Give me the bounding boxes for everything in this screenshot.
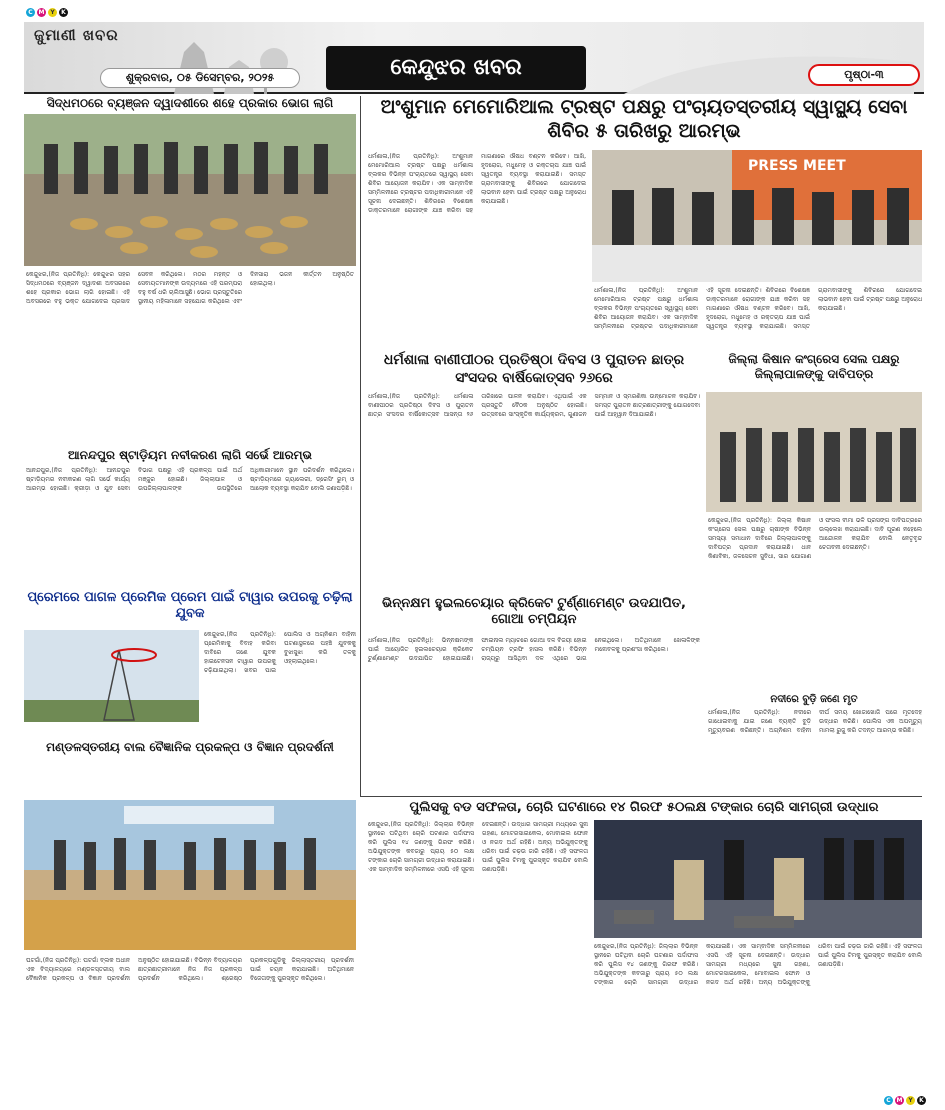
theft-headline: ପୁଲିସକୁ ବଡ ସଫଳତା, ଚୋରି ଘଟଣାରେ ୧୪ ଗିରଫ ୫୦ଲକ୍ଷ ଟଙ୍କାର ଚୋରି ସାମଗ୍ରୀ ଉଦ୍ଧାର [409, 800, 879, 815]
death-headline: ନଦୀରେ ବୁଡ଼ି ଜଣେ ମୃତ [770, 694, 858, 705]
tower-photo [24, 630, 199, 722]
cyan-mark: C [26, 8, 35, 17]
press-meet-banner-text: PRESS MEET [748, 158, 846, 174]
theft-body-continued: କେନ୍ଦୁଝର,(ନିଜ ପ୍ରତିନିଧି): ଜିଲ୍ଲାର ବିଭିନ୍ନ ସ୍ଥାନରେ ଘଟିଥିବା ଚୋରି ଘଟଣାର ପର୍ଦ୍ଦାଫାସ କରି ପୁଲିସ ୧୪ ଜଣଙ୍କୁ ଗିରଫ କରିଛି। ଅଭିଯୁକ୍ତଙ୍କ କବଜାରୁ ପ୍ରାୟ ୫୦ ଲକ୍ଷ ଟଙ୍କାର ଚୋରି ସାମଗ୍ରୀ ଉଦ୍ଧାର କରାଯାଇଛି। ଏକ ସାମ୍ବାଦିକ ସମ୍ମିଳନୀରେ ଏସପି ଏହି ସୂଚନା ଦେଇଛନ୍ତି। ଉଦ୍ଧାର ସାମଗ୍ରୀ ମଧ୍ୟରେ ସୁନା ଗହଣା, ମୋଟରସାଇକେଲ, ମୋବାଇଲ ଫୋନ ଓ ନଗଦ ଅର୍ଥ ରହିଛି। ଅନ୍ୟ ଅଭିଯୁକ୍ତଙ୍କୁ ଧରିବା ପାଇଁ ଚଢ଼ଉ ଜାରି ରହିଛି। ଏହି ସଫଳତା ପାଇଁ ପୁଲିସ ଟିମକୁ ପୁରସ୍କୃତ କରାଯିବ ବୋଲି ଜଣାପଡ଼ିଛି। [594, 943, 922, 986]
cyan-mark: C [884, 1096, 893, 1105]
cricket-body: ଧର୍ମଶାଳା,(ନିଜ ପ୍ରତିନିଧି): ଭିନ୍ନକ୍ଷମଙ୍କ ପାଇଁ ଆୟୋଜିତ ହୁଇଲଚେୟାର କ୍ରିକେଟ ଟୁର୍ଣ୍ଣାମେଣ୍ଟ ଉଦଯାପିତ ହୋଇଯାଇଛି। ଫାଇନାଲ ମ୍ୟାଚରେ ଗୋଆ ଦଳ ବିଜୟୀ ହୋଇ ଚମ୍ପିୟନ ଟ୍ରଫି ହାସଲ କରିଛି। ବିଭିନ୍ନ ରାଜ୍ୟରୁ ଆସିଥିବା ଦଳ ଏଥିରେ ଭାଗ ନେଇଥିଲେ। ଅତିଥିମାନେ ଖେଳାଳିଙ୍କ ମନୋବଳକୁ ପ୍ରଶଂସା କରିଥିଲେ। [368, 637, 700, 662]
yellow-mark: Y [48, 8, 57, 17]
science-photo [24, 800, 356, 950]
page-number: ପୃଷ୍ଠା-୩ [808, 64, 920, 86]
yellow-mark: Y [906, 1096, 915, 1105]
death-body: ଧର୍ମଶାଳା,(ନିଜ ପ୍ରତିନିଧି): ନଦୀରେ ଗାଧୋଇବାକୁ ଯାଇ ଜଣେ ବ୍ୟକ୍ତି ବୁଡ଼ି ମୃତ୍ୟୁବରଣ କରିଛନ୍ତି। ଅଗ୍ନିଶମ ବାହିନୀ ଦୀର୍ଘ ସମୟ ଖୋଜାଖୋଜି ପରେ ମୃତଦେହ ଉଦ୍ଧାର କରିଛି। ପୋଲିସ ଏକ ଅପମୃତ୍ୟୁ ମାମଲା ରୁଜୁ କରି ତଦନ୍ତ ଆରମ୍ଭ କରିଛି। [708, 709, 922, 734]
page-title: କେନ୍ଦୁଝର ଖବର [326, 46, 586, 90]
registration-marks-top [26, 8, 68, 17]
section-divider [360, 796, 922, 797]
registration-marks-bottom [884, 1096, 926, 1105]
kisan-photo [706, 392, 922, 512]
issue-date: ଶୁକ୍ରବାର, ୦୫ ଡିସେମ୍ବର, ୨୦୨୫ [100, 68, 300, 88]
camp-body: ଧର୍ମଶାଳା,(ନିଜ ପ୍ରତିନିଧି): ଅଂଶୁମାନ ମେମୋରିଆଲ ଟ୍ରଷ୍ଟ ପକ୍ଷରୁ ଧର୍ମଶାଳା ବ୍ଲକର ବିଭିନ୍ନ ପଂଚାୟତରେ ସ୍ୱାସ୍ଥ୍ୟ ସେବା ଶିବିର ଆୟୋଜନ କରାଯିବ। ଏକ ସାମ୍ବାଦିକ ସମ୍ମିଳନୀରେ ଟ୍ରଷ୍ଟର ପଦାଧିକାରୀମାନେ ଏହି ସୂଚନା ଦେଇଛନ୍ତି। ଶିବିରରେ ବିଶେଷଜ୍ଞ ଡାକ୍ତରମାନେ ରୋଗୀଙ୍କ ଯାଞ୍ଚ କରିବା ସହ ମାଗଣାରେ ଔଷଧ ବଣ୍ଟନ କରିବେ। ଆଖି, ହୃଦରୋଗ, ମଧୁମେହ ଓ ରକ୍ତଚାପ ଯାଞ୍ଚ ପାଇଁ ସ୍ୱତନ୍ତ୍ର ବ୍ୟବସ୍ଥା କରାଯାଇଛି। ସମସ୍ତ ଗ୍ରାମବାସୀଙ୍କୁ ଶିବିରରେ ଯୋଗଦେଇ ଲାଭବାନ ହେବା ପାଇଁ ଟ୍ରଷ୍ଟ ପକ୍ଷରୁ ଅନୁରୋଧ କରାଯାଇଛି। [368, 153, 586, 214]
black-mark: K [917, 1096, 926, 1105]
science-body: ଘଟଗାଁ,(ନିଜ ପ୍ରତିନିଧି): ଘଟଗାଁ ବ୍ଲକ ଅଧୀନ ଏକ ବିଦ୍ୟାଳୟରେ ମଣ୍ଡଳସ୍ତରୀୟ ବାଲ ବୈଜ୍ଞାନିକ ପ୍ରକଳ୍ପ ଓ ବିଜ୍ଞାନ ପ୍ରଦର୍ଶନୀ ଅନୁଷ୍ଠିତ ହୋଇଯାଇଛି। ବିଭିନ୍ନ ବିଦ୍ୟାଳୟର ଛାତ୍ରଛାତ୍ରୀମାନେ ନିଜ ନିଜ ପ୍ରକଳ୍ପ ପ୍ରଦର୍ଶନ କରିଥିଲେ। ଶ୍ରେଷ୍ଠ ପ୍ରକଳ୍ପଗୁଡ଼ିକୁ ଜିଲ୍ଲାସ୍ତରୀୟ ପ୍ରଦର୍ଶନୀ ପାଇଁ ଚୟନ କରାଯାଇଛି। ଅତିଥିମାନେ ବିଜେତାଙ୍କୁ ପୁରସ୍କୃତ କରିଥିଲେ। [26, 957, 354, 982]
school-body: ଧର୍ମଶାଳା,(ନିଜ ପ୍ରତିନିଧି): ଧର୍ମଶାଳା ବାଣୀପୀଠର ପ୍ରତିଷ୍ଠା ଦିବସ ଓ ପୁରାତନ ଛାତ୍ର ସଂସଦର ବାର୍ଷିକୋତ୍ସବ ଆସନ୍ତା ୨୬ ତାରିଖରେ ପାଳନ କରାଯିବ। ଏଥିପାଇଁ ଏକ ପ୍ରସ୍ତୁତି ବୈଠକ ଅନୁଷ୍ଠିତ ହୋଇଛି। ଉତ୍ସବରେ ସାଂସ୍କୃତିକ କାର୍ଯ୍ୟକ୍ରମ, ଗୁଣୀଜନ ସମ୍ମାନ ଓ ସ୍ମରଣିକା ଉନ୍ମୋଚନ କରାଯିବ। ସମସ୍ତ ପୁରାତନ ଛାତ୍ରଛାତ୍ରୀଙ୍କୁ ଯୋଗଦେବା ପାଇଁ ଆହ୍ୱାନ ଦିଆଯାଇଛି। [368, 393, 700, 418]
magenta-mark: M [38, 9, 45, 16]
newspaper-brand: ଜୁମାଣୀ ଖବର [34, 26, 119, 44]
cricket-headline: ଭିନ୍ନକ୍ଷମ ହୁଇଲଚେୟାର କ୍ରିକେଟ ଟୁର୍ଣ୍ଣାମେଣ୍ଟ ଉଦଯାପିତ, ଗୋଆ ଚମ୍ପିୟନ [382, 596, 686, 628]
theft-body: କେନ୍ଦୁଝର,(ନିଜ ପ୍ରତିନିଧି): ଜିଲ୍ଲାର ବିଭିନ୍ନ ସ୍ଥାନରେ ଘଟିଥିବା ଚୋରି ଘଟଣାର ପର୍ଦ୍ଦାଫାସ କରି ପୁଲିସ ୧୪ ଜଣଙ୍କୁ ଗିରଫ କରିଛି। ଅଭିଯୁକ୍ତଙ୍କ କବଜାରୁ ପ୍ରାୟ ୫୦ ଲକ୍ଷ ଟଙ୍କାର ଚୋରି ସାମଗ୍ରୀ ଉଦ୍ଧାର କରାଯାଇଛି। ଏକ ସାମ୍ବାଦିକ ସମ୍ମିଳନୀରେ ଏସପି ଏହି ସୂଚନା ଦେଇଛନ୍ତି। ଉଦ୍ଧାର ସାମଗ୍ରୀ ମଧ୍ୟରେ ସୁନା ଗହଣା, ମୋଟରସାଇକେଲ, ମୋବାଇଲ ଫୋନ ଓ ନଗଦ ଅର୍ଥ ରହିଛି। ଅନ୍ୟ ଅଭିଯୁକ୍ତଙ୍କୁ ଧରିବା ପାଇଁ ଚଢ଼ଉ ଜାରି ରହିଛି। ଏହି ସଫଳତା ପାଇଁ ପୁଲିସ ଟିମକୁ ପୁରସ୍କୃତ କରାଯିବ ବୋଲି ଜଣାପଡ଼ିଛି। [368, 821, 588, 873]
anandapur-headline: ଆନନ୍ଦପୁର ଷ୍ଟାଡ଼ିୟମ ନବୀକରଣ ଲାଗି ସର୍ଭେ ଆରମ୍ଭ [68, 448, 312, 462]
science-headline: ମଣ୍ଡଳସ୍ତରୀୟ ବାଲ ବୈଜ୍ଞାନିକ ପ୍ରକଳ୍ପ ଓ ବିଜ୍ଞାନ ପ୍ରଦର୍ଶନୀ [46, 740, 334, 754]
bhog-photo [24, 114, 356, 266]
tower-body: କେନ୍ଦୁଝର,(ନିଜ ପ୍ରତିନିଧି): ପ୍ରେମିକାକୁ ବିବାହ କରିବା ଦାବିରେ ଜଣେ ଯୁବକ ହାଇଟେନସନ ଟାୱାର ଉପରକୁ ଚଢ଼ିଯାଇଥିଲା। ଖବର ପାଇ ପୋଲିସ ଓ ଅଗ୍ନିଶମ ବାହିନୀ ଘଟଣାସ୍ଥଳରେ ପହଞ୍ଚି ଯୁବକକୁ ବୁଝାସୁଝା କରି ତଳକୁ ଓହ୍ଲାଇଥିଲେ। [204, 631, 356, 674]
tower-headline: ପ୍ରେମରେ ପାଗଳ ପ୍ରେମିକ ପ୍ରେମ ପାଇଁ ଟାୱାର ଉପରକୁ ଚଢ଼ିଲା ଯୁବକ [27, 590, 353, 622]
bhog-body: କେନ୍ଦୁଝର,(ନିଜ ପ୍ରତିନିଧି): କେନ୍ଦୁଝର ସହର ସିଦ୍ଧମଠରେ ବ୍ୟଞ୍ଜନ ଦ୍ୱାଦଶୀ ଅବସରରେ ଶହେ ପ୍ରକାର ଭୋଗ ଲାଗି ହୋଇଛି। ଏହି ଅବସରରେ ବହୁ ଭକ୍ତ ଯୋଗଦେଇ ପ୍ରସାଦ ସେବନ କରିଥିଲେ। ମଠର ମହନ୍ତ ଓ ସେବାୟତମାନଙ୍କ ଉଦ୍ୟମରେ ଏହି ପରମ୍ପରା ବହୁ ବର୍ଷ ଧରି ଚାଲିଆସୁଛି। ଭୋଗ ପ୍ରସ୍ତୁତିରେ ସ୍ଥାନୀୟ ମହିଳାମାନେ ସହଯୋଗ କରିଥିଲେ ଏବଂ ଦିନସାରା ଭଜନ କୀର୍ତ୍ତନ ଅନୁଷ୍ଠିତ ହୋଇଥିଲା। [26, 271, 354, 305]
theft-photo [594, 820, 922, 938]
black-mark: K [59, 8, 68, 17]
column-divider [360, 96, 361, 796]
bhog-headline: ସିଦ୍ଧମଠରେ ବ୍ୟଞ୍ଜନ ଦ୍ୱାଦଶୀରେ ଶହେ ପ୍ରକାର ଭୋଗ ଲାଗି [46, 96, 334, 110]
magenta-mark: M [896, 1097, 903, 1104]
kisan-headline: ଜିଲ୍ଲା କିଷାନ କଂଗ୍ରେସ ସେଲ ପକ୍ଷରୁ ଜିଲ୍ଲାପାଳଙ୍କୁ ଦାବିପତ୍ର [728, 352, 900, 381]
kisan-body: କେନ୍ଦୁଝର,(ନିଜ ପ୍ରତିନିଧି): ଜିଲ୍ଲା କିଷାନ କଂଗ୍ରେସ ସେଲ ପକ୍ଷରୁ ଚାଷୀଙ୍କ ବିଭିନ୍ନ ସମସ୍ୟା ସମାଧାନ ଦାବିରେ ଜିଲ୍ଲାପାଳଙ୍କୁ ଦାବିପତ୍ର ପ୍ରଦାନ କରାଯାଇଛି। ଧାନ କିଣାବିକା, ଜଳସେଚନ ସୁବିଧା, ସାର ଯୋଗାଣ ଓ ଫସଲ ବୀମା ଭଳି ପ୍ରସଙ୍ଗ ଦାବିପତ୍ରରେ ଉଲ୍ଲେଖ କରାଯାଇଛି। ଦାବି ପୂରଣ ନହେଲେ ଆନ୍ଦୋଳନ କରାଯିବ ବୋଲି ନେତୃବୃନ୍ଦ ଚେତାବନୀ ଦେଇଛନ୍ତି। [708, 517, 922, 560]
camp-body-continued: ଧର୍ମଶାଳା,(ନିଜ ପ୍ରତିନିଧି): ଅଂଶୁମାନ ମେମୋରିଆଲ ଟ୍ରଷ୍ଟ ପକ୍ଷରୁ ଧର୍ମଶାଳା ବ୍ଲକର ବିଭିନ୍ନ ପଂଚାୟତରେ ସ୍ୱାସ୍ଥ୍ୟ ସେବା ଶିବିର ଆୟୋଜନ କରାଯିବ। ଏକ ସାମ୍ବାଦିକ ସମ୍ମିଳନୀରେ ଟ୍ରଷ୍ଟର ପଦାଧିକାରୀମାନେ ଏହି ସୂଚନା ଦେଇଛନ୍ତି। ଶିବିରରେ ବିଶେଷଜ୍ଞ ଡାକ୍ତରମାନେ ରୋଗୀଙ୍କ ଯାଞ୍ଚ କରିବା ସହ ମାଗଣାରେ ଔଷଧ ବଣ୍ଟନ କରିବେ। ଆଖି, ହୃଦରୋଗ, ମଧୁମେହ ଓ ରକ୍ତଚାପ ଯାଞ୍ଚ ପାଇଁ ସ୍ୱତନ୍ତ୍ର ବ୍ୟବସ୍ଥା କରାଯାଇଛି। ସମସ୍ତ ଗ୍ରାମବାସୀଙ୍କୁ ଶିବିରରେ ଯୋଗଦେଇ ଲାଭବାନ ହେବା ପାଇଁ ଟ୍ରଷ୍ଟ ପକ୍ଷରୁ ଅନୁରୋଧ କରାଯାଇଛି। [594, 287, 922, 330]
camp-headline: ଅଂଶୁମାନ ମେମୋରିଆଲ ଟ୍ରଷ୍ଟ ପକ୍ଷରୁ ପଂଚାୟତସ୍ତରୀୟ ସ୍ୱାସ୍ଥ୍ୟ ସେବା ଶିବିର ୫ ତାରିଖରୁ ଆରମ୍ଭ [380, 96, 908, 142]
anandapur-body: ଆନନ୍ଦପୁର,(ନିଜ ପ୍ରତିନିଧି): ଆନନ୍ଦପୁର ଷ୍ଟାଡ଼ିୟମର ନବୀକରଣ ଲାଗି ସର୍ଭେ କାର୍ଯ୍ୟ ଆରମ୍ଭ ହୋଇଛି। କ୍ରୀଡ଼ା ଓ ଯୁବ ସେବା ବିଭାଗ ପକ୍ଷରୁ ଏହି ପ୍ରକଳ୍ପ ପାଇଁ ଅର୍ଥ ମଞ୍ଜୁର ହୋଇଛି। ଜିଲ୍ଲାପାଳ ଓ ଉପଜିଲ୍ଲାପାଳଙ୍କ ଉପସ୍ଥିତିରେ ଅଧିକାରୀମାନେ ସ୍ଥାନ ପରିଦର୍ଶନ କରିଥିଲେ। ଷ୍ଟାଡ଼ିୟମରେ ଗ୍ୟାଲେରୀ, ଡ୍ରେସିଂ ରୁମ୍ ଓ ଆଲୋକ ବ୍ୟବସ୍ଥା କରାଯିବ ବୋଲି ଜଣାପଡ଼ିଛି। [26, 467, 354, 492]
school-headline: ଧର୍ମଶାଳା ବାଣୀପୀଠର ପ୍ରତିଷ୍ଠା ଦିବସ ଓ ପୁରାତନ ଛାତ୍ର ସଂସଦର ବାର୍ଷିକୋତ୍ସବ ୨୬ରେ [383, 352, 685, 386]
